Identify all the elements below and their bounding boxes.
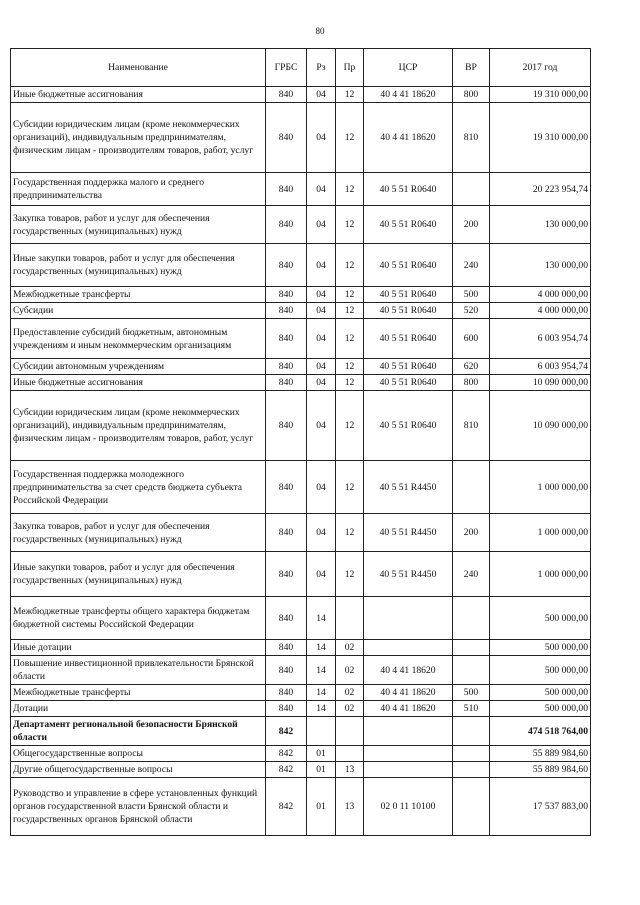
cell-vr: 810 <box>453 103 490 173</box>
cell-name: Государственная поддержка малого и среднего предпринимательства <box>11 173 266 206</box>
cell-rz: 14 <box>307 640 336 656</box>
cell-rz: 04 <box>307 103 336 173</box>
cell-amount: 6 003 954,74 <box>490 319 591 359</box>
cell-pr: 12 <box>336 206 364 244</box>
cell-pr: 13 <box>336 762 364 778</box>
cell-rz: 14 <box>307 656 336 685</box>
header-amount: 2017 год <box>490 49 591 87</box>
table-row <box>11 206 591 244</box>
cell-amount: 474 518 764,00 <box>490 717 591 746</box>
cell-amount: 500 000,00 <box>490 701 591 717</box>
cell-pr <box>336 597 364 640</box>
cell-rz: 04 <box>307 244 336 287</box>
cell-grbs: 842 <box>266 717 307 746</box>
cell-vr: 810 <box>453 391 490 461</box>
cell-amount: 130 000,00 <box>490 244 591 287</box>
table-row <box>11 762 591 778</box>
cell-grbs: 840 <box>266 552 307 597</box>
cell-vr <box>453 656 490 685</box>
cell-csr: 40 5 51 R0640 <box>364 375 453 391</box>
cell-vr <box>453 762 490 778</box>
cell-amount: 19 310 000,00 <box>490 103 591 173</box>
cell-grbs: 842 <box>266 762 307 778</box>
cell-rz: 14 <box>307 685 336 701</box>
budget-table <box>10 48 591 836</box>
cell-pr: 02 <box>336 685 364 701</box>
cell-amount: 6 003 954,74 <box>490 359 591 375</box>
cell-amount: 500 000,00 <box>490 685 591 701</box>
cell-vr: 500 <box>453 287 490 303</box>
cell-csr: 02 0 11 10100 <box>364 778 453 836</box>
cell-rz: 14 <box>307 701 336 717</box>
table-row <box>11 597 591 640</box>
cell-amount: 55 889 984,60 <box>490 746 591 762</box>
cell-amount: 4 000 000,00 <box>490 303 591 319</box>
cell-csr: 40 5 51 R4450 <box>364 461 453 514</box>
table-row <box>11 87 591 103</box>
cell-vr <box>453 461 490 514</box>
cell-rz: 04 <box>307 375 336 391</box>
cell-csr: 40 5 51 R4450 <box>364 552 453 597</box>
cell-rz: 04 <box>307 287 336 303</box>
cell-csr <box>364 640 453 656</box>
table-row <box>11 303 591 319</box>
header-rz: Рз <box>307 49 336 87</box>
cell-rz: 04 <box>307 173 336 206</box>
cell-amount: 500 000,00 <box>490 656 591 685</box>
table-row <box>11 746 591 762</box>
cell-vr <box>453 597 490 640</box>
cell-name: Межбюджетные трансферты <box>11 287 266 303</box>
table-row <box>11 685 591 701</box>
header-vr: ВР <box>453 49 490 87</box>
cell-csr <box>364 746 453 762</box>
cell-grbs: 840 <box>266 206 307 244</box>
table-row <box>11 391 591 461</box>
cell-rz <box>307 717 336 746</box>
cell-grbs: 840 <box>266 375 307 391</box>
cell-pr: 12 <box>336 552 364 597</box>
table-body <box>11 87 591 836</box>
cell-csr: 40 5 51 R0640 <box>364 244 453 287</box>
cell-pr: 12 <box>336 461 364 514</box>
cell-csr: 40 5 51 R4450 <box>364 514 453 552</box>
cell-pr: 12 <box>336 303 364 319</box>
cell-vr: 800 <box>453 375 490 391</box>
cell-grbs: 842 <box>266 746 307 762</box>
cell-grbs: 840 <box>266 461 307 514</box>
cell-csr: 40 5 51 R0640 <box>364 206 453 244</box>
cell-name: Повышение инвестиционной привлекательности Брянской области <box>11 656 266 685</box>
table-row <box>11 656 591 685</box>
cell-amount: 1 000 000,00 <box>490 461 591 514</box>
cell-grbs: 840 <box>266 173 307 206</box>
cell-name: Государственная поддержка молодежного предпринимательства за счет средств бюджета субъекта Российской Федерации <box>11 461 266 514</box>
cell-rz: 04 <box>307 319 336 359</box>
cell-vr <box>453 173 490 206</box>
cell-name: Закупка товаров, работ и услуг для обеспечения государственных (муниципальных) нужд <box>11 206 266 244</box>
cell-vr: 240 <box>453 244 490 287</box>
cell-name: Департамент региональной безопасности Брянской области <box>11 717 266 746</box>
cell-pr: 12 <box>336 391 364 461</box>
cell-vr: 200 <box>453 206 490 244</box>
cell-name: Межбюджетные трансферты общего характера бюджетам бюджетной системы Российской Федерации <box>11 597 266 640</box>
table-row <box>11 319 591 359</box>
cell-rz: 01 <box>307 778 336 836</box>
cell-vr: 600 <box>453 319 490 359</box>
cell-vr: 500 <box>453 685 490 701</box>
header-grbs: ГРБС <box>266 49 307 87</box>
header-pr: Пр <box>336 49 364 87</box>
cell-csr: 40 4 41 18620 <box>364 685 453 701</box>
table-row <box>11 375 591 391</box>
table-row <box>11 514 591 552</box>
cell-amount: 1 000 000,00 <box>490 552 591 597</box>
cell-pr: 02 <box>336 656 364 685</box>
cell-grbs: 840 <box>266 391 307 461</box>
table-row <box>11 640 591 656</box>
cell-rz: 04 <box>307 303 336 319</box>
cell-csr: 40 5 51 R0640 <box>364 287 453 303</box>
cell-name: Руководство и управление в сфере установленных функций органов государственной власти Брянской области и государственных органов Брянской области <box>11 778 266 836</box>
cell-vr <box>453 717 490 746</box>
cell-rz: 14 <box>307 597 336 640</box>
table-row <box>11 701 591 717</box>
cell-grbs: 840 <box>266 656 307 685</box>
cell-amount: 19 310 000,00 <box>490 87 591 103</box>
cell-vr <box>453 778 490 836</box>
header-csr: ЦСР <box>364 49 453 87</box>
cell-pr: 12 <box>336 287 364 303</box>
cell-csr: 40 4 41 18620 <box>364 701 453 717</box>
cell-grbs: 840 <box>266 640 307 656</box>
cell-rz: 04 <box>307 87 336 103</box>
table-row <box>11 173 591 206</box>
page-number: 80 <box>315 26 325 36</box>
cell-grbs: 840 <box>266 597 307 640</box>
cell-amount: 4 000 000,00 <box>490 287 591 303</box>
cell-rz: 04 <box>307 359 336 375</box>
cell-vr: 200 <box>453 514 490 552</box>
cell-rz: 04 <box>307 514 336 552</box>
cell-amount: 55 889 984,60 <box>490 762 591 778</box>
cell-grbs: 842 <box>266 778 307 836</box>
table-row <box>11 778 591 836</box>
cell-vr: 520 <box>453 303 490 319</box>
table-row <box>11 244 591 287</box>
cell-name: Другие общегосударственные вопросы <box>11 762 266 778</box>
cell-csr <box>364 762 453 778</box>
cell-amount: 500 000,00 <box>490 597 591 640</box>
cell-csr: 40 4 41 18620 <box>364 87 453 103</box>
cell-name: Дотации <box>11 701 266 717</box>
cell-grbs: 840 <box>266 303 307 319</box>
cell-rz: 04 <box>307 206 336 244</box>
cell-pr: 12 <box>336 103 364 173</box>
table-header-row <box>11 49 591 87</box>
cell-grbs: 840 <box>266 87 307 103</box>
cell-vr: 240 <box>453 552 490 597</box>
cell-csr <box>364 597 453 640</box>
table-row <box>11 103 591 173</box>
cell-pr: 12 <box>336 375 364 391</box>
cell-pr: 12 <box>336 87 364 103</box>
cell-vr: 800 <box>453 87 490 103</box>
cell-name: Общегосударственные вопросы <box>11 746 266 762</box>
cell-grbs: 840 <box>266 514 307 552</box>
table-row <box>11 287 591 303</box>
cell-amount: 20 223 954,74 <box>490 173 591 206</box>
cell-csr: 40 5 51 R0640 <box>364 391 453 461</box>
cell-pr: 02 <box>336 640 364 656</box>
cell-rz: 04 <box>307 552 336 597</box>
cell-grbs: 840 <box>266 701 307 717</box>
cell-name: Субсидии <box>11 303 266 319</box>
cell-grbs: 840 <box>266 287 307 303</box>
cell-pr: 12 <box>336 244 364 287</box>
cell-name: Предоставление субсидий бюджетным, автономным учреждениям и иным некоммерческим организациям <box>11 319 266 359</box>
cell-name: Иные бюджетные ассигнования <box>11 87 266 103</box>
cell-csr: 40 5 51 R0640 <box>364 173 453 206</box>
cell-rz: 04 <box>307 391 336 461</box>
cell-vr: 620 <box>453 359 490 375</box>
cell-csr: 40 4 41 18620 <box>364 656 453 685</box>
cell-name: Закупка товаров, работ и услуг для обеспечения государственных (муниципальных) нужд <box>11 514 266 552</box>
cell-pr <box>336 717 364 746</box>
cell-csr: 40 5 51 R0640 <box>364 359 453 375</box>
cell-rz: 01 <box>307 746 336 762</box>
cell-name: Иные бюджетные ассигнования <box>11 375 266 391</box>
cell-grbs: 840 <box>266 685 307 701</box>
cell-amount: 1 000 000,00 <box>490 514 591 552</box>
cell-amount: 130 000,00 <box>490 206 591 244</box>
cell-amount: 10 090 000,00 <box>490 375 591 391</box>
cell-name: Иные дотации <box>11 640 266 656</box>
cell-rz: 01 <box>307 762 336 778</box>
table-row <box>11 461 591 514</box>
cell-name: Межбюджетные трансферты <box>11 685 266 701</box>
cell-pr: 13 <box>336 778 364 836</box>
cell-rz: 04 <box>307 461 336 514</box>
cell-grbs: 840 <box>266 103 307 173</box>
cell-csr: 40 5 51 R0640 <box>364 319 453 359</box>
cell-pr <box>336 746 364 762</box>
cell-name: Иные закупки товаров, работ и услуг для обеспечения государственных (муниципальных) нужд <box>11 552 266 597</box>
cell-pr: 02 <box>336 701 364 717</box>
cell-vr <box>453 746 490 762</box>
table-row <box>11 717 591 746</box>
cell-pr: 12 <box>336 514 364 552</box>
cell-csr: 40 4 41 18620 <box>364 103 453 173</box>
cell-vr <box>453 640 490 656</box>
cell-amount: 17 537 883,00 <box>490 778 591 836</box>
cell-csr: 40 5 51 R0640 <box>364 303 453 319</box>
cell-name: Субсидии автономным учреждениям <box>11 359 266 375</box>
cell-grbs: 840 <box>266 359 307 375</box>
cell-name: Субсидии юридическим лицам (кроме некоммерческих организаций), индивидуальным предпринимателям, физическим лицам - производителям товаров, работ, услуг <box>11 103 266 173</box>
cell-grbs: 840 <box>266 319 307 359</box>
cell-name: Иные закупки товаров, работ и услуг для обеспечения государственных (муниципальных) нужд <box>11 244 266 287</box>
cell-grbs: 840 <box>266 244 307 287</box>
table-row <box>11 359 591 375</box>
header-name: Наименование <box>11 49 266 87</box>
cell-pr: 12 <box>336 359 364 375</box>
cell-name: Субсидии юридическим лицам (кроме некоммерческих организаций), индивидуальным предпринимателям, физическим лицам - производителям товаров, работ, услуг <box>11 391 266 461</box>
table-row <box>11 552 591 597</box>
cell-csr <box>364 717 453 746</box>
cell-pr: 12 <box>336 319 364 359</box>
cell-vr: 510 <box>453 701 490 717</box>
cell-amount: 10 090 000,00 <box>490 391 591 461</box>
cell-pr: 12 <box>336 173 364 206</box>
cell-amount: 500 000,00 <box>490 640 591 656</box>
